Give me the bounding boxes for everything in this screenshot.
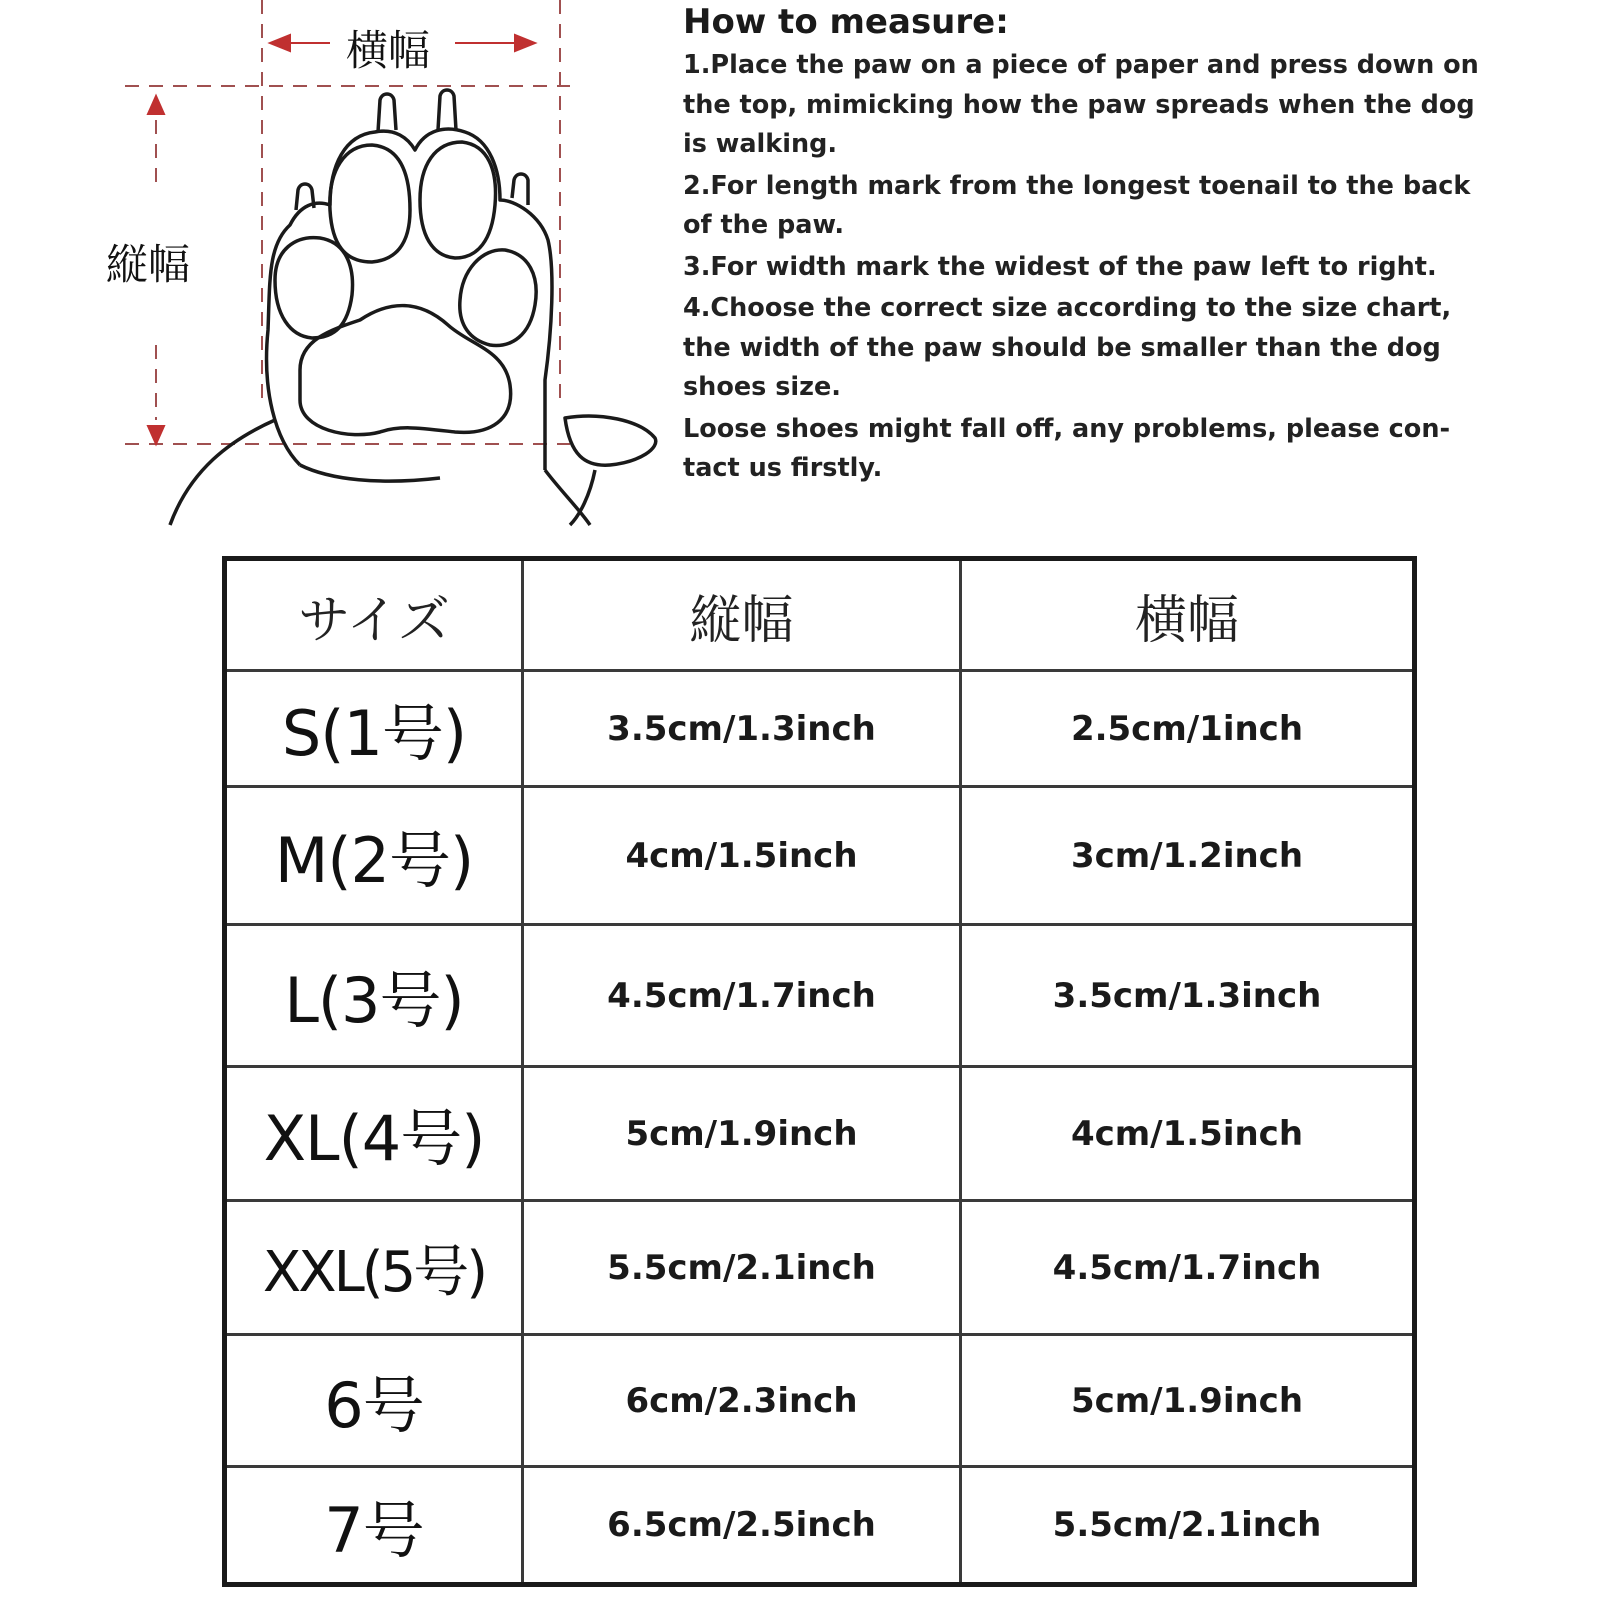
table-row: [225, 1201, 1415, 1335]
instruction-step: 1.Place the paw on a piece of paper and press down on the top, mimicking how the paw spreads when the dog is walking.: [683, 50, 1479, 159]
header-width: 横幅: [961, 559, 1415, 671]
width-cell: 3.5cm/1.3inch: [961, 925, 1415, 1067]
instructions-title: How to measure:: [683, 2, 1009, 42]
instruction-note: Loose shoes might fall off, any problems, please con- tact us firstly.: [683, 413, 1451, 483]
paw-measurement-diagram: [0, 0, 680, 530]
length-cell: 5cm/1.9inch: [523, 1067, 961, 1201]
length-cell: 6cm/2.3inch: [523, 1335, 961, 1467]
instruction-step: 3.For width mark the widest of the paw left to right.: [683, 251, 1437, 282]
size-cell: S(1号): [225, 671, 523, 787]
length-cell: 4.5cm/1.7inch: [523, 925, 961, 1067]
width-cell: 5.5cm/2.1inch: [961, 1467, 1415, 1585]
measure-arrows: [148, 35, 535, 444]
width-cell: 5cm/1.9inch: [961, 1335, 1415, 1467]
size-chart-table: [222, 556, 1417, 1587]
table-row: [225, 671, 1415, 787]
table-row: [225, 925, 1415, 1067]
header-size: サイズ: [225, 559, 523, 671]
instruction-step: 4.Choose the correct size according to the size chart, the width of the paw should be smaller than the dog shoes size.: [683, 293, 1452, 402]
instructions: [683, 0, 1563, 489]
size-cell: XL(4号): [225, 1067, 523, 1201]
width-label: 横幅: [340, 18, 436, 78]
width-cell: 4.5cm/1.7inch: [961, 1201, 1415, 1335]
paw-outline: [170, 90, 656, 525]
instruction-step: 2.For length mark from the longest toenail to the back of the paw.: [683, 170, 1471, 240]
size-cell: XXL(5号): [225, 1201, 523, 1335]
width-cell: 4cm/1.5inch: [961, 1067, 1415, 1201]
width-cell: 3cm/1.2inch: [961, 787, 1415, 925]
size-cell: 7号: [225, 1467, 523, 1585]
size-cell: 6号: [225, 1335, 523, 1467]
width-cell: 2.5cm/1inch: [961, 671, 1415, 787]
table-header-row: [225, 559, 1415, 671]
table-row: [225, 787, 1415, 925]
table-row: [225, 1335, 1415, 1467]
length-cell: 3.5cm/1.3inch: [523, 671, 961, 787]
table-row: [225, 1067, 1415, 1201]
length-label: 縦幅: [100, 232, 196, 292]
size-cell: L(3号): [225, 925, 523, 1067]
length-cell: 5.5cm/2.1inch: [523, 1201, 961, 1335]
length-cell: 4cm/1.5inch: [523, 787, 961, 925]
table-row: [225, 1467, 1415, 1585]
length-cell: 6.5cm/2.5inch: [523, 1467, 961, 1585]
header-length: 縦幅: [523, 559, 961, 671]
size-cell: M(2号): [225, 787, 523, 925]
